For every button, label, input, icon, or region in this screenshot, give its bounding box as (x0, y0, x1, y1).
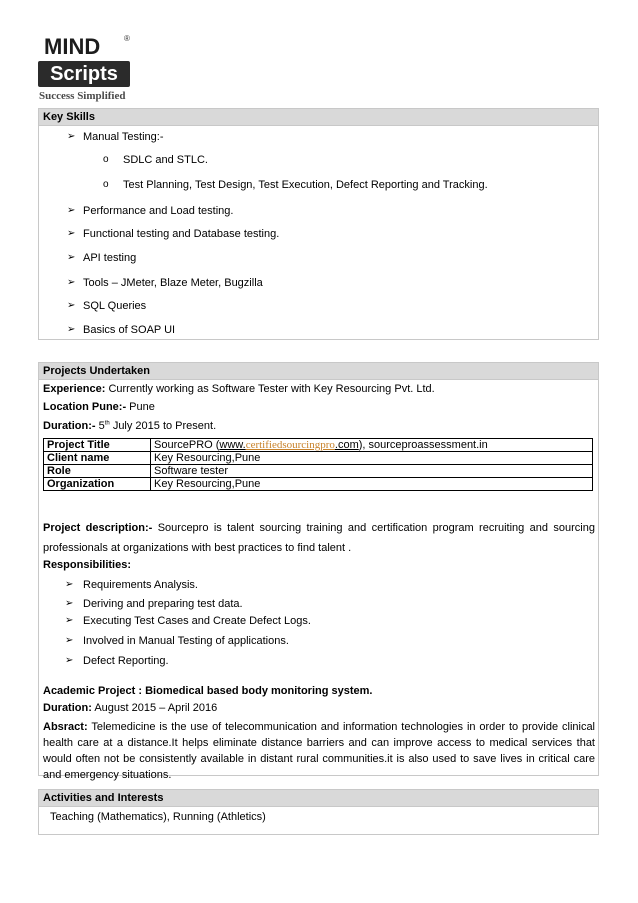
description-value: Sourcepro is talent sourcing training and certification program recruiting and sourcing professionals at organizations with best practices to find talent . (43, 522, 595, 554)
responsibility-item: Deriving and preparing test data. (83, 598, 243, 610)
activities-section (38, 789, 599, 835)
academic-duration-label: Duration: (43, 702, 92, 714)
arrow-bullet-icon: ➢ (67, 324, 76, 335)
skill-manual-testing: Manual Testing:- (83, 131, 164, 143)
project-link-tld[interactable]: .com (334, 439, 359, 451)
arrow-bullet-icon: ➢ (65, 579, 74, 590)
activities-heading: Activities and Interests (39, 790, 598, 807)
projects-section (38, 362, 599, 781)
logo-scripts-box: Scripts (38, 61, 130, 87)
key-skills-heading: Key Skills (39, 109, 598, 126)
circle-bullet-icon: o (103, 154, 109, 165)
responsibility-item: Requirements Analysis. (83, 579, 198, 591)
arrow-bullet-icon: ➢ (67, 300, 76, 311)
arrow-bullet-icon: ➢ (67, 205, 76, 216)
location-line (43, 401, 155, 413)
skill-sub-item: SDLC and STLC. (123, 154, 208, 166)
abstract-value: Telemedicine is the use of telecommunication and information technologies in order to provide clinical health care at a distance.It helps eliminate distance barriers and can improve access to medical services that would often not be consistently available in distant rural communities.it is also used to save lives in critical care and emergency situations. (43, 721, 596, 781)
duration-day: 5 (98, 420, 105, 432)
project-title-label: Project Title (44, 439, 151, 452)
project-title-prefix: SourcePRO ( (154, 439, 220, 451)
duration-rest: July 2015 to Present. (112, 420, 217, 432)
logo-tagline: Success Simplified (39, 90, 126, 102)
skill-item: Basics of SOAP UI (83, 324, 176, 336)
table-row (44, 452, 593, 465)
academic-project-heading (43, 685, 372, 697)
responsibility-item: Involved in Manual Testing of applications. (83, 635, 289, 647)
key-skills-section (38, 108, 599, 340)
project-link-www[interactable]: www. (219, 439, 246, 451)
arrow-bullet-icon: ➢ (65, 615, 74, 626)
academic-duration-value: August 2015 – April 2016 (94, 702, 218, 714)
responsibilities-label: Responsibilities: (43, 559, 132, 571)
skill-item: API testing (83, 252, 137, 264)
academic-project-label: Academic Project : Biomedical based body monitoring system. (43, 685, 373, 697)
logo-mind-text: MIND (44, 34, 101, 59)
arrow-bullet-icon: ➢ (65, 655, 74, 666)
project-title-suffix: ), sourceproassessment.in (358, 439, 488, 451)
duration-label: Duration:- (43, 420, 96, 432)
project-link-domain[interactable]: certifiedsourcingpro (245, 439, 335, 451)
duration-suffix: th (104, 420, 110, 427)
experience-label: Experience: (43, 383, 106, 395)
arrow-bullet-icon: ➢ (65, 598, 74, 609)
skill-item: SQL Queries (83, 300, 147, 312)
table-row (44, 465, 593, 478)
arrow-bullet-icon: ➢ (67, 131, 76, 142)
circle-bullet-icon: o (103, 179, 109, 190)
experience-value: Currently working as Software Tester with Key Resourcing Pvt. Ltd. (108, 383, 435, 395)
skill-sub-item: Test Planning, Test Design, Test Execution, Defect Reporting and Tracking. (123, 179, 488, 191)
location-label: Location Pune:- (43, 401, 127, 413)
skill-item: Tools – JMeter, Blaze Meter, Bugzilla (83, 277, 263, 289)
location-value: Pune (129, 401, 155, 413)
role-value: Software tester (151, 465, 593, 478)
skill-item: Performance and Load testing. (83, 205, 234, 217)
project-details-table (43, 438, 593, 491)
arrow-bullet-icon: ➢ (67, 228, 76, 239)
abstract-label: Absract: (43, 721, 88, 733)
client-label: Client name (44, 452, 151, 465)
arrow-bullet-icon: ➢ (67, 252, 76, 263)
company-logo (38, 28, 138, 108)
activities-value: Teaching (Mathematics), Running (Athletics) (50, 811, 266, 823)
responsibilities-heading (43, 559, 131, 571)
experience-line (43, 383, 435, 395)
duration-line (43, 420, 216, 432)
table-row (44, 478, 593, 491)
table-row (44, 439, 593, 452)
arrow-bullet-icon: ➢ (65, 635, 74, 646)
logo-registered-mark: ® (124, 34, 130, 43)
client-value: Key Resourcing,Pune (151, 452, 593, 465)
arrow-bullet-icon: ➢ (67, 277, 76, 288)
responsibility-item: Executing Test Cases and Create Defect Logs. (83, 615, 311, 627)
projects-heading: Projects Undertaken (39, 363, 598, 380)
skill-item: Functional testing and Database testing. (83, 228, 280, 240)
project-description (43, 518, 595, 558)
abstract-paragraph (43, 719, 595, 783)
organization-value: Key Resourcing,Pune (151, 478, 593, 491)
role-label: Role (44, 465, 151, 478)
organization-label: Organization (44, 478, 151, 491)
academic-duration-line (43, 702, 217, 714)
project-title-value (151, 439, 593, 452)
description-label: Project description:- (43, 522, 153, 534)
responsibility-item: Defect Reporting. (83, 655, 169, 667)
